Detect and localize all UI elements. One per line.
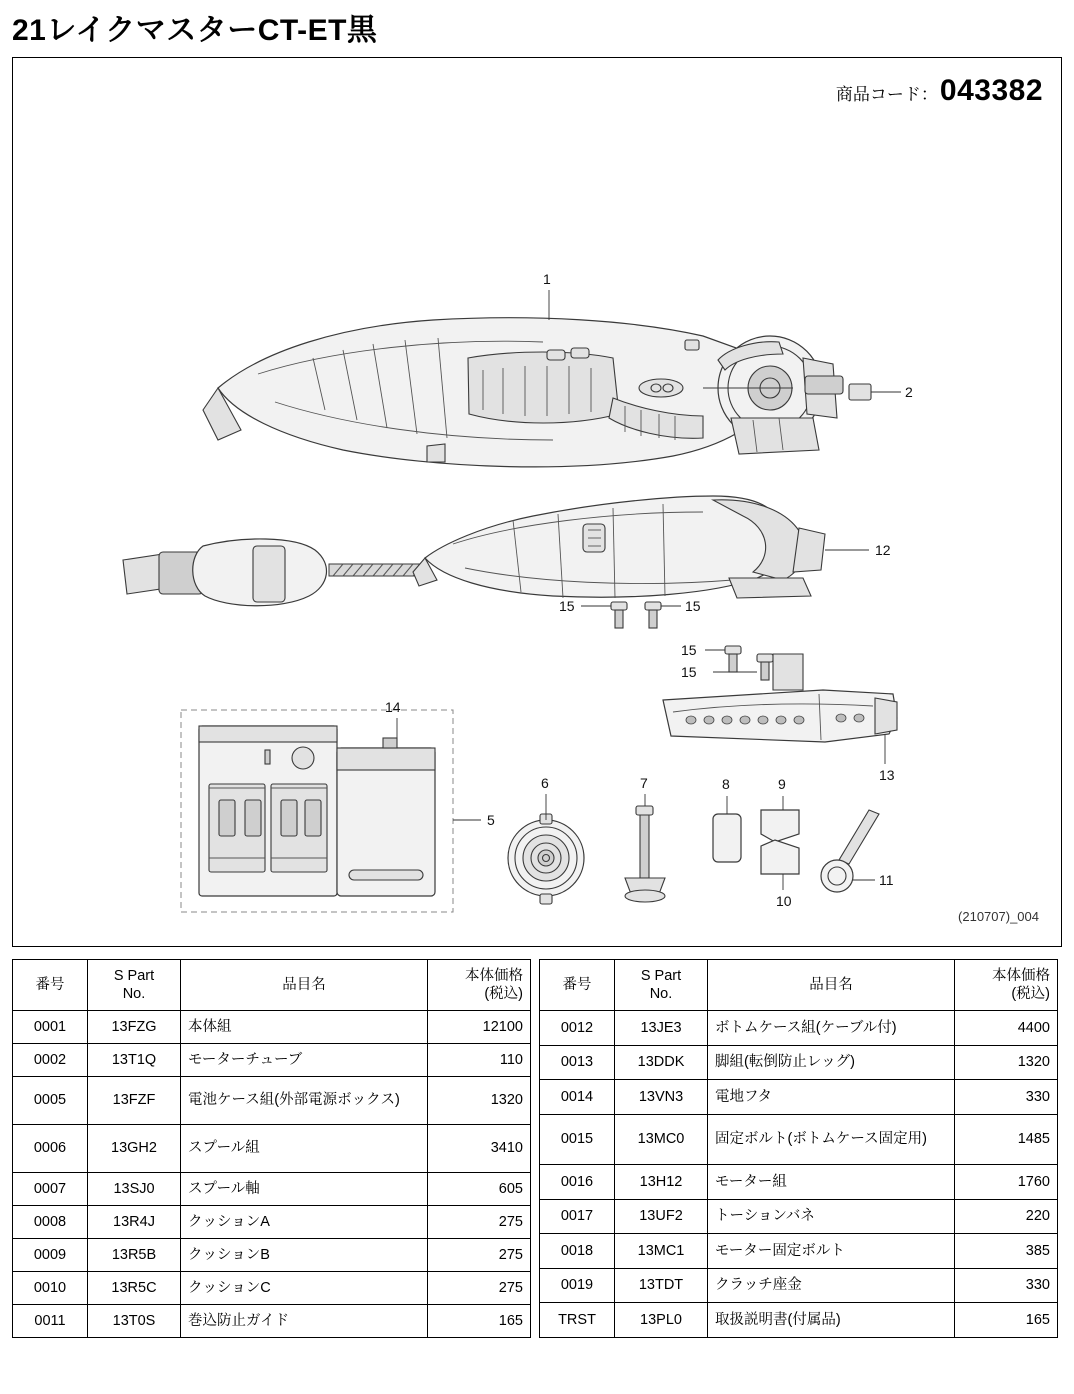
- cell-part: 13UF2: [615, 1199, 708, 1234]
- cell-name: 取扱説明書(付属品): [708, 1303, 955, 1338]
- header-part-no: [615, 960, 708, 1011]
- header-name: 品目名: [708, 960, 955, 1011]
- cell-part: 13SJ0: [88, 1173, 181, 1206]
- svg-text:9: 9: [778, 776, 786, 792]
- cell-part: 13VN3: [615, 1080, 708, 1115]
- cell-price: 220: [955, 1199, 1058, 1234]
- cell-name: 脚組(転倒防止レッグ): [708, 1045, 955, 1080]
- cell-part: 13T0S: [88, 1305, 181, 1338]
- cell-name: トーションバネ: [708, 1199, 955, 1234]
- cell-no: 0009: [13, 1239, 88, 1272]
- cell-no: 0019: [540, 1268, 615, 1303]
- header-name: 品目名: [181, 960, 428, 1011]
- cell-name: スプール組: [181, 1125, 428, 1173]
- cell-no: 0012: [540, 1011, 615, 1046]
- cell-name: モーター固定ボルト: [708, 1234, 955, 1269]
- cell-part: 13FZF: [88, 1077, 181, 1125]
- cell-price: 1320: [428, 1077, 531, 1125]
- cell-price: 1760: [955, 1165, 1058, 1200]
- table-row: [13, 1077, 531, 1125]
- product-code-value: 043382: [939, 74, 1043, 107]
- table-row: [540, 1165, 1058, 1200]
- cell-part: 13TDT: [615, 1268, 708, 1303]
- header-price-line1: 本体価格: [465, 967, 523, 984]
- cell-price: 605: [428, 1173, 531, 1206]
- parts-table-right: [539, 959, 1058, 1338]
- cell-part: 13R5B: [88, 1239, 181, 1272]
- cell-name: モーターチューブ: [181, 1044, 428, 1077]
- svg-text:10: 10: [776, 893, 792, 909]
- table-row: [13, 1239, 531, 1272]
- cell-price: 1320: [955, 1045, 1058, 1080]
- cell-price: 275: [428, 1239, 531, 1272]
- header-no: 番号: [13, 960, 88, 1011]
- cell-part: 13GH2: [88, 1125, 181, 1173]
- cell-price: 165: [428, 1305, 531, 1338]
- cell-part: 13MC0: [615, 1114, 708, 1164]
- cell-name: 電地フタ: [708, 1080, 955, 1115]
- cell-name: 電池ケース組(外部電源ボックス): [181, 1077, 428, 1125]
- header-price-line1: 本体価格: [992, 967, 1050, 984]
- svg-text:15: 15: [681, 642, 697, 658]
- cell-name: 固定ボルト(ボトムケース固定用): [708, 1114, 955, 1164]
- table-row: [13, 1044, 531, 1077]
- diagram-panel: [12, 57, 1062, 947]
- svg-text:8: 8: [722, 776, 730, 792]
- cell-name: クッションA: [181, 1206, 428, 1239]
- cell-no: 0002: [13, 1044, 88, 1077]
- product-code-label: 商品コード：: [835, 85, 938, 104]
- cell-no: 0010: [13, 1272, 88, 1305]
- cell-no: 0018: [540, 1234, 615, 1269]
- cell-no: 0014: [540, 1080, 615, 1115]
- cell-price: 12100: [428, 1011, 531, 1044]
- table-row: [540, 1080, 1058, 1115]
- cell-part: 13DDK: [615, 1045, 708, 1080]
- page-title: 21レイクマスターCT-ET黒: [12, 14, 378, 47]
- cell-price: 385: [955, 1234, 1058, 1269]
- cell-no: 0017: [540, 1199, 615, 1234]
- cell-name: 本体組: [181, 1011, 428, 1044]
- table-row: [540, 1011, 1058, 1046]
- table-row: [540, 1303, 1058, 1338]
- svg-text:7: 7: [640, 775, 648, 791]
- cell-name: 巻込防止ガイド: [181, 1305, 428, 1338]
- svg-text:1: 1: [543, 271, 551, 287]
- table-row: [13, 1272, 531, 1305]
- svg-text:15: 15: [559, 598, 575, 614]
- svg-text:13: 13: [879, 767, 895, 783]
- header-price-line2: (税込): [1011, 986, 1050, 1002]
- table-row: [13, 1206, 531, 1239]
- svg-text:6: 6: [541, 775, 549, 791]
- header-no: 番号: [540, 960, 615, 1011]
- document-reference: (210707)_004: [958, 909, 1039, 924]
- cell-name: クッションB: [181, 1239, 428, 1272]
- table-row: [540, 1114, 1058, 1164]
- cell-price: 3410: [428, 1125, 531, 1173]
- svg-text:2: 2: [905, 384, 913, 400]
- cell-part: 13MC1: [615, 1234, 708, 1269]
- table-row: [540, 1234, 1058, 1269]
- header-price: [428, 960, 531, 1011]
- cell-part: 13JE3: [615, 1011, 708, 1046]
- header-price-line2: (税込): [484, 986, 523, 1002]
- cell-part: 13FZG: [88, 1011, 181, 1044]
- table-row: [540, 1199, 1058, 1234]
- header-part-no-line2: No.: [649, 986, 673, 1002]
- cell-price: 1485: [955, 1114, 1058, 1164]
- header-part-no-line1: S Part: [113, 967, 155, 984]
- svg-text:15: 15: [681, 664, 697, 680]
- cell-name: ボトムケース組(ケーブル付): [708, 1011, 955, 1046]
- header-part-no: [88, 960, 181, 1011]
- table-row: [540, 1268, 1058, 1303]
- cell-no: 0007: [13, 1173, 88, 1206]
- cell-name: クッションC: [181, 1272, 428, 1305]
- svg-text:14: 14: [385, 699, 401, 715]
- cell-price: 275: [428, 1206, 531, 1239]
- cell-name: スプール軸: [181, 1173, 428, 1206]
- cell-part: 13T1Q: [88, 1044, 181, 1077]
- cell-part: 13H12: [615, 1165, 708, 1200]
- table-header-row: [540, 960, 1058, 1011]
- exploded-view-drawing: [13, 58, 1061, 946]
- cell-part: 13R4J: [88, 1206, 181, 1239]
- cell-price: 110: [428, 1044, 531, 1077]
- parts-table-left: [12, 959, 531, 1338]
- cell-no: 0013: [540, 1045, 615, 1080]
- cell-price: 4400: [955, 1011, 1058, 1046]
- cell-no: 0015: [540, 1114, 615, 1164]
- header-part-no-line1: S Part: [640, 967, 682, 984]
- header-price: [955, 960, 1058, 1011]
- cell-name: クラッチ座金: [708, 1268, 955, 1303]
- table-row: [13, 1305, 531, 1338]
- svg-text:12: 12: [875, 542, 891, 558]
- cell-part: 13R5C: [88, 1272, 181, 1305]
- table-row: [13, 1125, 531, 1173]
- svg-text:15: 15: [685, 598, 701, 614]
- cell-price: 275: [428, 1272, 531, 1305]
- cell-no: 0008: [13, 1206, 88, 1239]
- cell-price: 330: [955, 1268, 1058, 1303]
- header-part-no-line2: No.: [122, 986, 146, 1002]
- cell-no: 0001: [13, 1011, 88, 1044]
- cell-name: モーター組: [708, 1165, 955, 1200]
- table-header-row: [13, 960, 531, 1011]
- parts-tables: [12, 959, 1062, 1338]
- cell-no: TRST: [540, 1303, 615, 1338]
- svg-text:11: 11: [879, 872, 894, 888]
- svg-text:5: 5: [487, 812, 495, 828]
- cell-no: 0006: [13, 1125, 88, 1173]
- cell-no: 0005: [13, 1077, 88, 1125]
- table-row: [540, 1045, 1058, 1080]
- cell-part: 13PL0: [615, 1303, 708, 1338]
- cell-price: 165: [955, 1303, 1058, 1338]
- cell-no: 0011: [13, 1305, 88, 1338]
- table-row: [13, 1173, 531, 1206]
- cell-price: 330: [955, 1080, 1058, 1115]
- table-row: [13, 1011, 531, 1044]
- cell-no: 0016: [540, 1165, 615, 1200]
